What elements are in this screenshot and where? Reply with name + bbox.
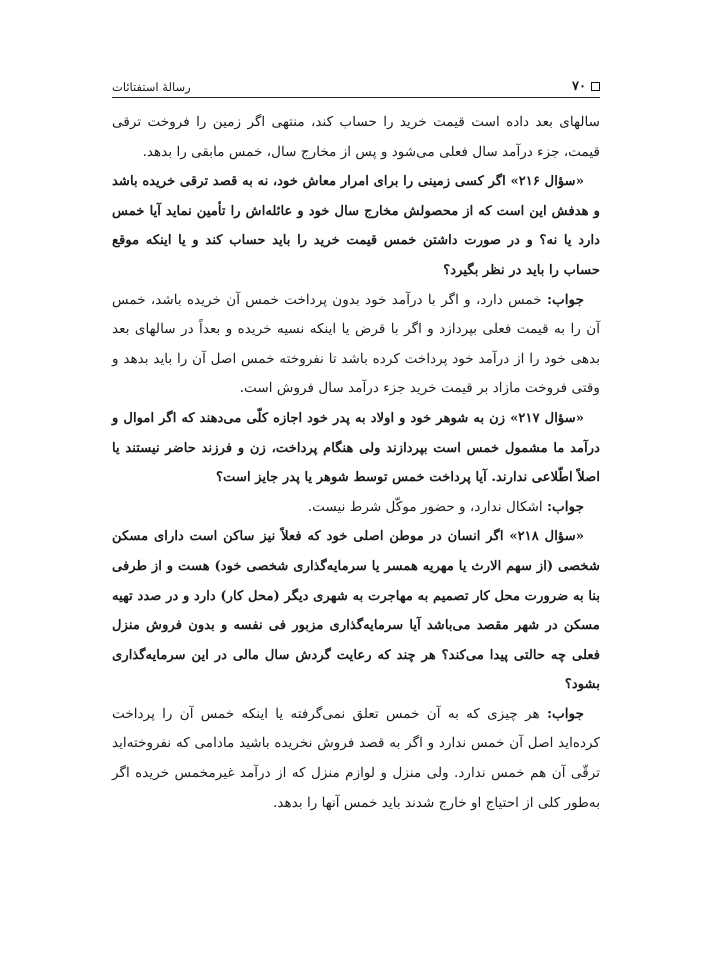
page-header <box>112 70 600 98</box>
running-title: رسالهٔ استفتائات <box>112 80 191 94</box>
answer-218 <box>112 700 600 818</box>
answer-text: خمس دارد، و اگر با درآمد خود بدون پرداخت خمس آن خریده باشد، خمس آن را به قیمت فعلی بپردازد و اگر با قرض یا اینکه نسیه خریده و بعداً در سالهای بعد بدهی خود را از درآمد خود پرداخت کرده باشد تا نفروخته خمس اصل آن را باید بدهد و وقتی فروخت مازاد بر قیمت خرید جزء درآمد سال فروش است. <box>112 291 600 397</box>
document-body <box>112 108 600 818</box>
answer-216 <box>112 286 600 404</box>
answer-text: اشکال ندارد، و حضور موکّل شرط نیست. <box>307 498 547 515</box>
square-bullet-icon <box>591 82 600 91</box>
answer-text: هر چیزی که به آن خمس تعلق نمی‌گرفته یا اینکه خمس آن را پرداخت کرده‌اید اصل آن خمس ندارد و اگر به قصد فروش نخریده باشید مادامی که نفروخته‌اید ترقّی آن هم خمس ندارد. ولی منزل و لوازم منزل که از درآمد غیرمخمس خریده اگر به‌طور کلی از احتیاج او خارج شدند باید خمس آنها را بدهد. <box>112 705 600 811</box>
question-218: «سؤال ۲۱۸» اگر انسان در موطن اصلی خود که فعلاً نیز ساکن است دارای مسکن شخصی (از سهم الارث یا مهریه همسر یا سرمایه‌گذاری شخصی خود) هست و از طرفی بنا به ضرورت محل کار تصمیم به مهاجرت به شهری دیگر (محل کار) دارد و در صدد تهیه مسکن در شهر مقصد می‌باشد آیا سرمایه‌گذاری مزبور فی نفسه و بدون فروش منزل فعلی چه حالتی پیدا می‌کند؟ هر چند که رعایت گردش سال مالی در این سرمایه‌گذاری بشود؟ <box>112 529 600 693</box>
question-217: «سؤال ۲۱۷» زن به شوهر خود و اولاد به پدر خود اجازه کلّی می‌دهند که اگر اموال و درآمد ما مشمول خمس است بپردازند ولی هنگام پرداخت، زن و فرزند حاضر نیستند یا اصلاً اطّلاعی ندارند. آیا پرداخت خمس توسط شوهر یا پدر جایز است؟ <box>112 410 600 486</box>
page-number: ۷۰ <box>572 79 586 94</box>
question-216: «سؤال ۲۱۶» اگر کسی زمینی را برای امرار معاش خود، نه به قصد ترقی خریده باشد و هدفش این است که از محصولش مخارج سال خود و عائله‌اش را تأمین نماید آیا خمس دارد یا نه؟ و در صورت داشتن خمس قیمت خرید را باید حساب کند و یا اینکه موقع حساب را باید در نظر بگیرد؟ <box>112 174 600 278</box>
answer-label: جواب: <box>546 705 584 722</box>
paragraph-continuation: سالهای بعد داده است قیمت خرید را حساب کند، منتهی اگر زمین را فروخت ترقی قیمت، جزء درآمد سال فعلی می‌شود و پس از مخارج سال، خمس مابقی را بدهد. <box>112 114 600 160</box>
document-page <box>112 70 600 818</box>
answer-217 <box>112 493 600 523</box>
answer-label: جواب: <box>546 291 584 308</box>
page-number-block <box>572 79 600 94</box>
answer-label: جواب: <box>546 498 584 515</box>
